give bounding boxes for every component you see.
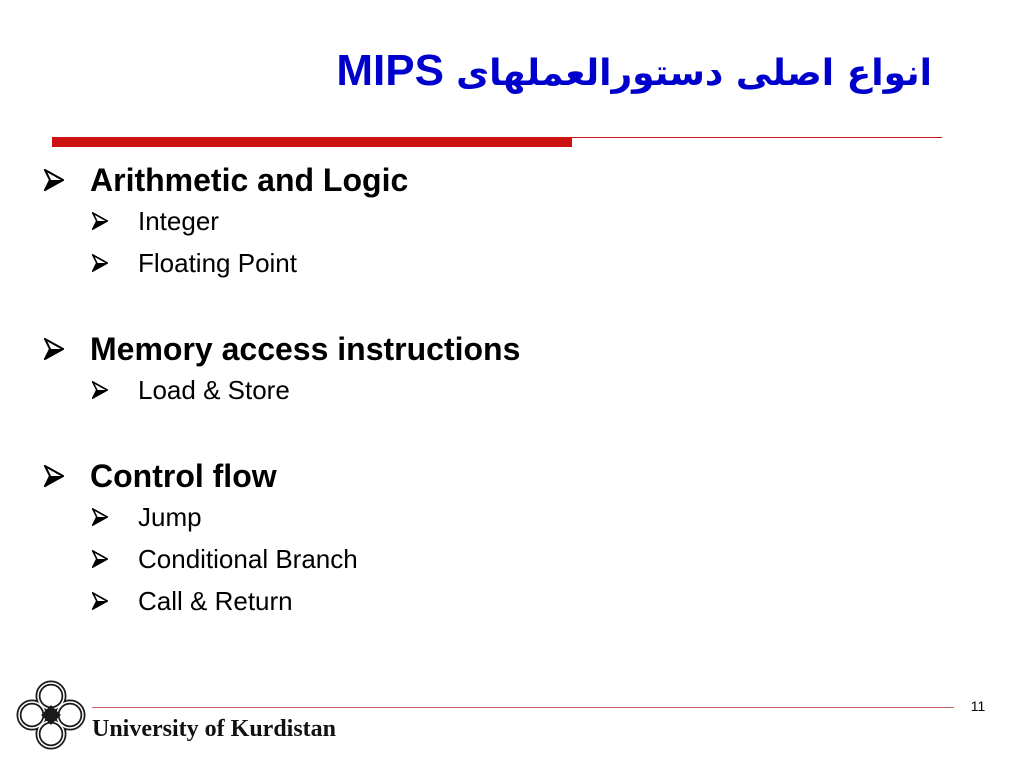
sub-item <box>92 496 944 538</box>
slide-title <box>336 46 932 96</box>
arrowhead-bullet-icon <box>44 338 90 360</box>
university-name: University of Kurdistan <box>92 716 337 742</box>
arrowhead-bullet-icon <box>92 508 138 526</box>
section-heading <box>44 456 944 496</box>
title-english: MIPS <box>336 46 444 95</box>
sub-item-text: Call & Return <box>138 585 293 616</box>
sub-item <box>92 369 944 411</box>
section-heading-text: Control flow <box>90 457 277 494</box>
page-number: 11 <box>970 698 986 714</box>
sub-item-text: Jump <box>138 501 202 532</box>
sub-item-text: Conditional Branch <box>138 543 358 574</box>
sub-item <box>92 242 944 284</box>
sub-item <box>92 200 944 242</box>
sub-item-text: Floating Point <box>138 247 297 278</box>
bullet-list <box>44 160 944 622</box>
arrowhead-bullet-icon <box>92 550 138 568</box>
section-heading-text: Memory access instructions <box>90 330 521 367</box>
arrowhead-bullet-icon <box>92 592 138 610</box>
sub-item <box>92 538 944 580</box>
kurdistan-university-logo-icon <box>14 678 88 752</box>
arrowhead-bullet-icon <box>44 169 90 191</box>
arrowhead-bullet-icon <box>92 381 138 399</box>
section-heading-text: Arithmetic and Logic <box>90 161 409 198</box>
section-heading <box>44 329 944 369</box>
arrowhead-bullet-icon <box>92 254 138 272</box>
arrowhead-bullet-icon <box>92 212 138 230</box>
sub-item-text: Integer <box>138 205 219 236</box>
sub-item <box>92 580 944 622</box>
section-heading <box>44 160 944 200</box>
title-rule-thin <box>572 137 942 138</box>
arrowhead-bullet-icon <box>44 465 90 487</box>
title-persian: انواع اصلی دستورالعملهای <box>456 53 932 94</box>
footer-rule <box>92 707 954 708</box>
sub-item-text: Load & Store <box>138 374 290 405</box>
title-rule-thick <box>52 137 572 147</box>
